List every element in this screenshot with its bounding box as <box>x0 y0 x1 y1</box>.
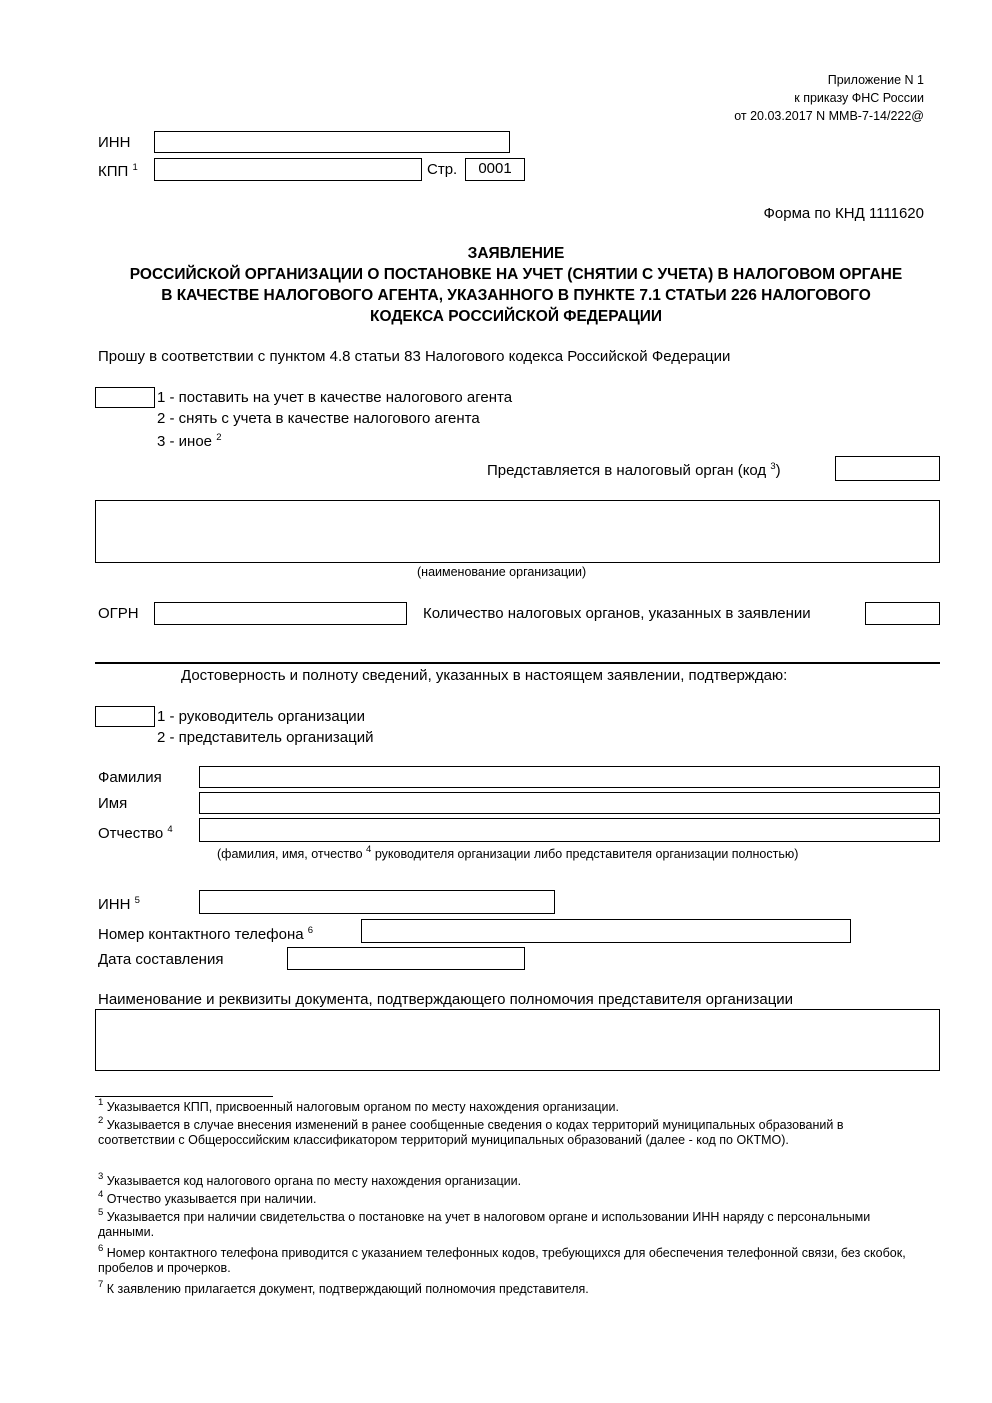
appendix-line-2: к приказу ФНС России <box>794 91 924 105</box>
option-deregister: 2 - снять с учета в качестве налогового агента <box>157 410 480 427</box>
footnote-separator <box>95 1096 273 1097</box>
tax-office-code-field[interactable] <box>835 456 940 481</box>
footnote-4: $^4$ Отчество указывается при наличии. <box>98 1189 317 1206</box>
patronymic-footnote-ref: 4 <box>167 824 173 835</box>
kpp-footnote-ref: 1 <box>132 162 138 173</box>
tax-office-footnote-ref: 3 <box>770 461 776 472</box>
footnote-2: $^2$ Указывается в случае внесения изменений в ранее сообщенные сведения о кодах территорий муниципальных образований в соответствии с Общероссийским классификатором территорий муниципальных образований (далее - код по ОКТМО). <box>98 1115 844 1147</box>
name-field[interactable] <box>199 792 940 814</box>
request-type-field[interactable] <box>95 387 155 408</box>
footnote-5: $^5$ Указывается при наличии свидетельства о постановке на учет в налоговом органе и использовании ИНН наряду с персональными данными. <box>98 1207 871 1239</box>
authority-doc-label: Наименование и реквизиты документа, подтверждающего полномочия представителя организации <box>98 991 794 1008</box>
footnote-7: $^7$ К заявлению прилагается документ, подтверждающий полномочия представителя. <box>98 1279 589 1296</box>
option-other: 3 - иное $^2$ <box>157 432 222 450</box>
option-other-footnote-ref: 2 <box>216 432 222 443</box>
ogrn-label: ОГРН <box>98 605 139 622</box>
signer-option-representative: 2 - представитель организаций <box>157 729 374 746</box>
inn-field[interactable] <box>154 131 510 153</box>
appendix-line-1: Приложение N 1 <box>827 73 924 87</box>
date-field[interactable] <box>287 947 525 970</box>
form-code: Форма по КНД 1111620 <box>763 205 924 222</box>
appendix-line-3: от 20.03.2017 N ММВ-7-14/222@ <box>734 109 924 123</box>
signer-type-field[interactable] <box>95 706 155 727</box>
tax-count-field[interactable] <box>865 602 940 625</box>
phone-field[interactable] <box>361 919 851 943</box>
option-register: 1 - поставить на учет в качестве налогового агента <box>157 389 513 406</box>
title-line-1: ЗАЯВЛЕНИЕ <box>467 245 565 262</box>
page-label: Стр. <box>427 161 458 178</box>
footnote-3: $^3$ Указывается код налогового органа по месту нахождения организации. <box>98 1171 522 1188</box>
footnote-6: $^6$ Номер контактного телефона приводится с указанием телефонных кодов, требующихся для обеспечения телефонной связи, без скобок, пробелов и прочерков. <box>98 1243 906 1275</box>
surname-field[interactable] <box>199 766 940 788</box>
patronymic-field[interactable] <box>199 818 940 842</box>
kpp-label: КПП $^1$ <box>98 162 138 180</box>
name-label: Имя <box>98 795 128 812</box>
person-inn-label: ИНН $^5$ <box>98 895 140 913</box>
phone-footnote-ref: 6 <box>307 925 314 936</box>
date-label: Дата составления <box>98 951 224 968</box>
title-line-4: КОДЕКСА РОССИЙСКОЙ ФЕДЕРАЦИИ <box>370 308 662 325</box>
inn-label: ИНН <box>98 134 131 151</box>
person-caption: (фамилия, имя, отчество $^4$ руководителя организации либо представителя организации полностью) <box>217 844 799 861</box>
request-text: Прошу в соответствии с пунктом 4.8 статьи 83 Налогового кодекса Российской Федерации <box>98 348 731 365</box>
section-divider <box>95 662 940 664</box>
title-line-3: В КАЧЕСТВЕ НАЛОГОВОГО АГЕНТА, УКАЗАННОГО В ПУНКТЕ 7.1 СТАТЬИ 226 НАЛОГОВОГО <box>161 287 871 304</box>
confirm-text: Достоверность и полноту сведений, указанных в настоящем заявлении, подтверждаю: <box>181 667 788 684</box>
tax-office-label: Представляется в налоговый орган (код $^3$) <box>487 461 781 479</box>
authority-doc-field[interactable] <box>95 1009 940 1071</box>
signer-option-head: 1 - руководитель организации <box>157 708 366 725</box>
patronymic-label: Отчество $^4$ <box>98 824 173 842</box>
person-inn-footnote-ref: 5 <box>134 895 140 906</box>
title-line-2: РОССИЙСКОЙ ОРГАНИЗАЦИИ О ПОСТАНОВКЕ НА УЧЕТ (СНЯТИИ С УЧЕТА) В НАЛОГОВОМ ОРГАНЕ <box>129 266 903 283</box>
org-name-field[interactable] <box>95 500 940 563</box>
footnote-1: $^1$ Указывается КПП, присвоенный налоговым органом по месту нахождения организации. <box>98 1097 619 1114</box>
ogrn-field[interactable] <box>154 602 407 625</box>
tax-count-label: Количество налоговых органов, указанных в заявлении <box>423 605 811 622</box>
org-name-caption: (наименование организации) <box>417 565 587 579</box>
person-inn-field[interactable] <box>199 890 555 914</box>
kpp-field[interactable] <box>154 158 422 181</box>
surname-label: Фамилия <box>98 769 162 786</box>
phone-label: Номер контактного телефона $^6$ <box>98 925 314 943</box>
page-number-field[interactable]: 0001 <box>465 158 525 181</box>
